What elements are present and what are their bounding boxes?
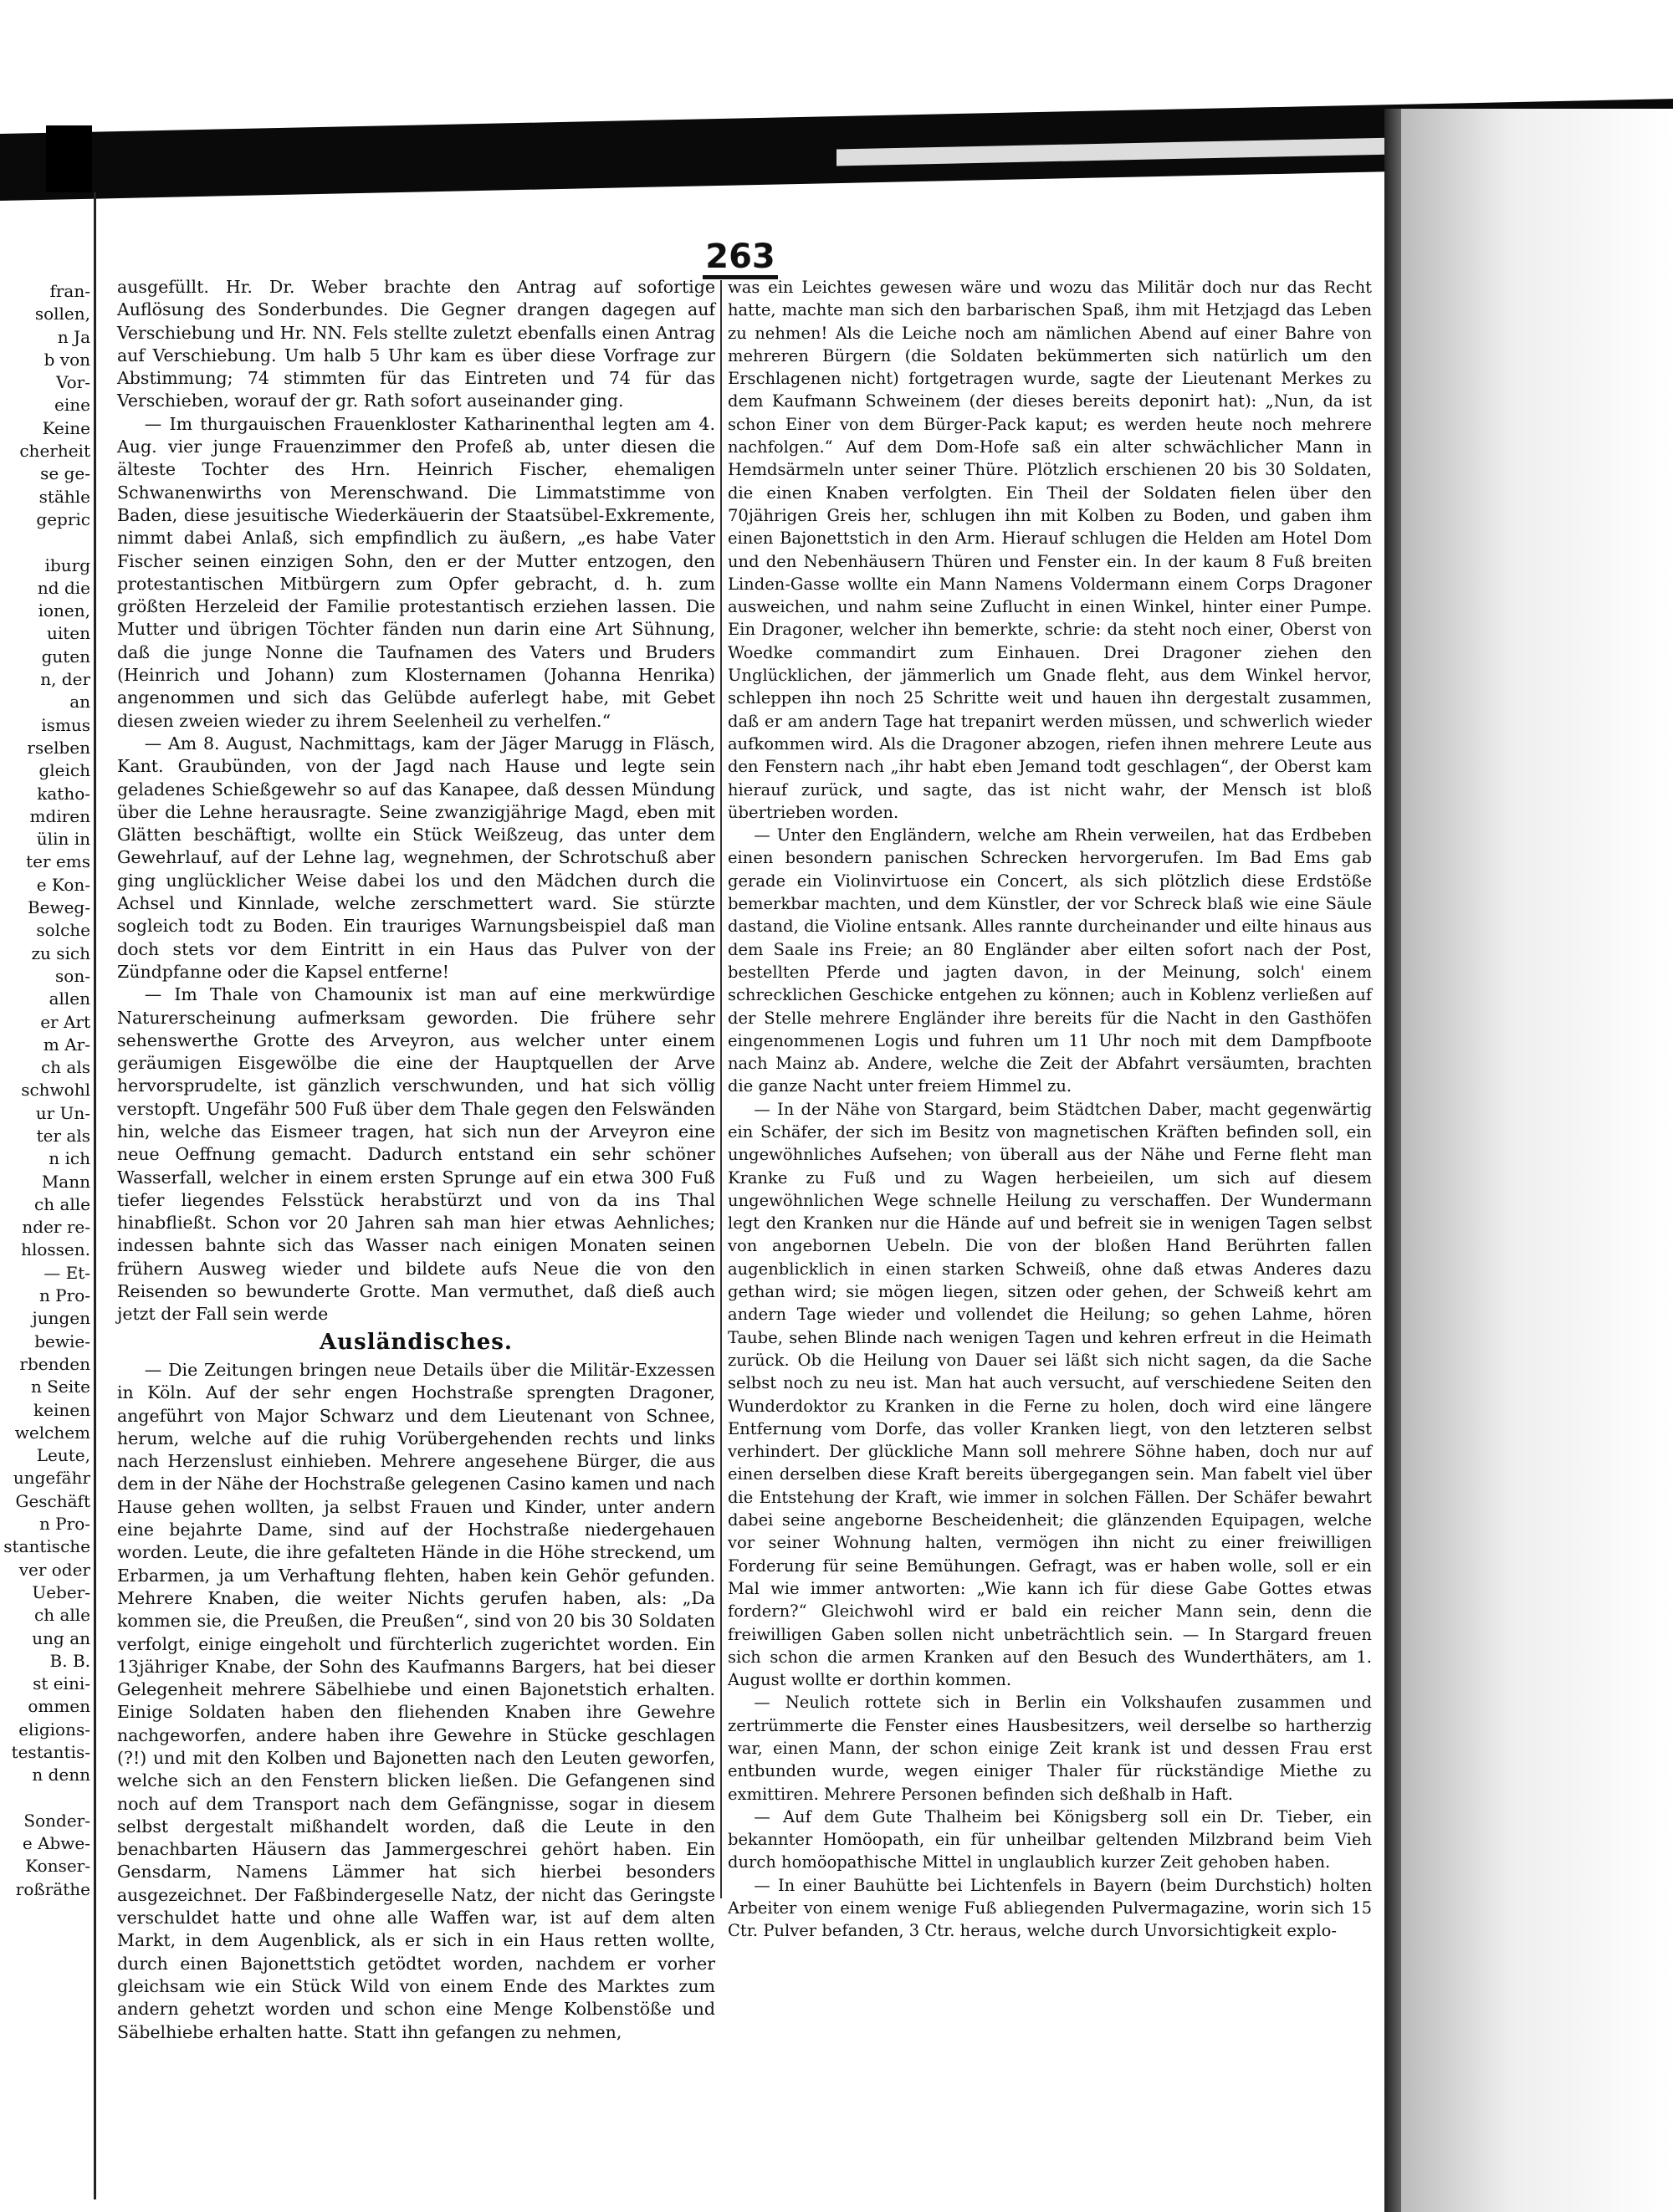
fragment-line: sollen, [34, 304, 90, 324]
fragment-line [0, 1787, 90, 1810]
fragment-line: Vor- [56, 372, 90, 393]
fragment-line: n denn [32, 1765, 90, 1785]
fragment-line: eine [54, 395, 90, 416]
fragment-line: gepric [36, 508, 90, 529]
fragment-line: ter als [36, 1125, 90, 1146]
fragment-line: ommen [28, 1696, 90, 1717]
article-paragraph: — Die Zeitungen bringen neue Details über die Militär-Exzessen in Köln. Auf der sehr engen Hochstraße sprengten Dragoner, angeführt von Major Schwarz und dem Lieutenant von Schnee, herum, welche auf die ruhig Vorübergehenden rechts und links nach Herzenslust einhieben. Mehrere angesehene Bürger, die aus dem in der Nähe der Hochstraße gelegenen Casino kamen und nach Hause gehen wollten, ja selbst Frauen und Kinder, unter andern eine bejahrte Dame, sind auf der Hochstraße niedergehauen worden. Leute, die ihre gefalteten Hände in die Höhe streckend, um Erbarmen, ja um Verhaftung flehten, haben kein Gehör gefunden. Mehrere Knaben, die weiter Nichts gerufen haben, als: „Da kommen sie, die Preußen, die Preußen“, sind von 20 bis 30 Soldaten verfolgt, einige eingeholt und fürchterlich zugerichtet worden. Ein 13jähriger Knabe, der Sohn des Kaufmanns Bargers, hat bei dieser Gelegenheit mehrere Säbelhiebe und einen Bajonetstich erhalten. Einige Soldaten haben den fliehenden Knaben ihre Gewehre nachgeworfen, andere haben ihre Gewehre in Stücke geschlagen (?!) und mit den Kolben und Bajonetten nach den Leuten geworfen, welche sich an den Fenstern blicken ließen. Die Gefangenen sind noch auf dem Transport nach dem Gefängnisse, sogar in diesem selbst dergestalt mißhandelt worden, daß die Leute in den benachbarten Häusern das Jammergeschrei gehört haben. Ein Gensdarm, Namens Lämmer hat sich hierbei besonders ausgezeichnet. Der Faßbindergeselle Natz, der nicht das Geringste verschuldet hatte und ohne alle Waffen war, ist auf dem alten Markt, in dem Augenblick, als er sich in ein Haus retten wollte, durch einen Bajonettstich getödtet worden, nachdem er vorher gleichsam wie ein Stück Wild von einem Ende des Marktes zum andern gehetzt worden und schon eine Menge Kolbenstöße und Säbelhiebe erhalten hatte. Statt ihn gefangen zu nehmen, [117, 1359, 715, 2042]
fragment-line: ter ems [26, 851, 90, 872]
fragment-line: Geschäft [15, 1490, 90, 1511]
article-paragraph: — Unter den Engländern, welche am Rhein verweilen, hat das Erdbeben einen besondern panischen Schrecken hervorgerufen. Im Bad Ems gab gerade ein Violinvirtuose ein Concert, als sich plötzlich diese Erdstöße bemerkbar machten, und dem Künstler, der vor Schreck blaß wie eine Säule dastand, die Violine entsank. Alles rannte durcheinander und eilte hinaus aus dem Saale ins Freie; an 80 Engländer aber eilten sofort nach der Post, bestellten Pferde und jagten davon, in der Meinung, solch' einem schrecklichen Geschicke entgehen zu können; auch in Koblenz verließen auf der Stelle mehrere Engländer ihre bereits für die Nacht in den Gasthöfen eingenommenen Logis und fuhren um 11 Uhr noch mit dem Dampfboote nach Mainz ab. Andere, welche die Zeit der Abfahrt versäumten, brachten die ganze Nacht unter freiem Himmel zu. [728, 825, 1372, 1096]
fragment-line: mdiren [29, 805, 90, 826]
fragment-line: eligions- [18, 1719, 90, 1739]
article-paragraph: — Am 8. August, Nachmittags, kam der Jäger Marugg in Fläsch, Kant. Graubünden, von der Jagd nach Hause und legte sein geladenes Schießgewehr so auf das Kanapee, daß dessen Mündung über die Lehne herausragte. Seine zwanzigjährige Magd, eben mit Glätten beschäftigt, wollte ein Stück Weißzeug, das unter dem Gewehrlauf, auf der Lehne lag, wegnehmen, der Schrotschuß aber ging unglücklicher Weise dabei los und den Mädchen durch die Achsel und Kinnlade, welche zerschmettert ward. Sie stürzte sogleich todt zu Boden. Ein trauriges Warnungsbeispiel daß man doch stets vor dem Eintritt in ein Haus das Pulver von der Zündpfanne oder die Kapsel entferne! [117, 733, 715, 982]
fragment-line: fran- [49, 281, 90, 301]
fragment-line: Konser- [25, 1856, 90, 1877]
fragment-line: testantis- [11, 1742, 90, 1762]
fragment-line: st eini- [33, 1673, 90, 1694]
column-divider [720, 280, 722, 1898]
fragment-line: cherheit [19, 441, 90, 462]
section-heading: Ausländisches. [319, 1329, 513, 1355]
left-column [117, 276, 715, 2044]
fragment-line: ung an [32, 1627, 90, 1648]
fragment-line: ur Un- [35, 1102, 90, 1123]
page-gutter-line [94, 192, 96, 2199]
fragment-line [0, 531, 90, 554]
fragment-line: n, der [40, 669, 90, 690]
fragment-line: rbenden [19, 1353, 90, 1374]
fragment-line: n Pro- [38, 1285, 90, 1306]
fragment-line: keinen [33, 1399, 90, 1420]
fragment-line: welchem [14, 1422, 90, 1443]
fragment-line: stähle [38, 486, 90, 507]
fragment-line: ungefähr [13, 1468, 90, 1489]
fragment-line: Leute, [36, 1445, 90, 1466]
fragment-line: e Kon- [36, 874, 90, 895]
fragment-line: ver oder [18, 1559, 90, 1580]
article-paragraph: — Im Thale von Chamounix ist man auf eine merkwürdige Naturerscheinung aufmerksam geworden. Die frühere sehr sehenswerthe Grotte des Arveyron, aus welcher unter einem geräumigen Eisgewölbe die eine der Hauptquellen der Arve hervorsprudelte, ist gänzlich verschwunden, und hat sich völlig verstopft. Ungefähr 500 Fuß über dem Thale gegen den Felswänden hin, welche das Eismeer tragen, hat sich nun der Arveyron eine neue Oeffnung gemacht. Dadurch entstand ein sehr schöner Wasserfall, welcher in einem ersten Sprunge auf ein etwa 300 Fuß tiefer liegendes Felsstück herabstürzt und von da ins Thal hinabfließt. Schon vor 20 Jahren sah man hier etwas Aehnliches; indessen bahnte sich das Wasser nach einigen Monaten seinen frühern Ausweg wieder und bildete aufs Neue die von den Reisenden so bewunderte Grotte. Man vermuthet, daß dieß auch jetzt der Fall sein werde [117, 984, 715, 1325]
article-paragraph: — Auf dem Gute Thalheim bei Königsberg soll ein Dr. Tieber, ein bekannter Homöopath, ein für unheilbar geltenden Milzbrand beim Vieh durch homöopathische Mittel in unglaublich kurzer Zeit gehoben haben. [728, 1806, 1372, 1872]
fragment-line: roßräthe [15, 1878, 90, 1899]
fragment-line: zu sich [31, 943, 90, 963]
article-paragraph: — Neulich rottete sich in Berlin ein Volkshaufen zusammen und zertrümmerte die Fenster eines Hausbesitzers, weil derselbe so hartherzig war, einen Mann, der schon einige Zeit krank ist und dessen Frau erst entbunden wurde, wegen einiger Thaler für rückständige Miethe zu exmittiren. Mehrere Personen befinden sich deßhalb in Haft. [728, 1693, 1372, 1804]
fragment-line: ch alle [34, 1193, 90, 1214]
article-paragraph: — In einer Bauhütte bei Lichtenfels in Bayern (beim Durchstich) holten Arbeiter von einem wenige Fuß abliegenden Pulvermagazine, worin sich 15 Ctr. Pulver befanden, 3 Ctr. heraus, welche durch Unvorsichtigkeit explo- [728, 1875, 1372, 1941]
right-column [728, 276, 1372, 1943]
fragment-line: ionen, [38, 600, 90, 621]
fragment-line: n Pro- [38, 1514, 90, 1535]
fragment-line: n ich [49, 1148, 90, 1169]
fragment-line: schwohl [21, 1080, 90, 1101]
fragment-line: Beweg- [27, 897, 90, 918]
fragment-line: — Et- [43, 1262, 90, 1283]
fragment-line: guten [41, 646, 90, 667]
fragment-line: nder re- [22, 1217, 90, 1238]
fragment-line: b von [43, 349, 90, 370]
scan-right-binding [1384, 109, 1401, 2212]
page-number: 263 [703, 238, 778, 279]
fragment-line: B. B. [49, 1650, 90, 1671]
previous-page-fragments [0, 280, 90, 1901]
fragment-line: jungen [32, 1308, 90, 1329]
fragment-line: rselben [27, 737, 90, 758]
fragment-line: stantische [3, 1536, 90, 1557]
fragment-line: m Ar- [43, 1034, 90, 1055]
article-paragraph: was ein Leichtes gewesen wäre und wozu das Militär doch nur das Recht hatte, machte man sich den barbarischen Spaß, ihm mit Hetzjagd das Leben zu nehmen! Als die Leiche noch am nämlichen Abend auf einer Bahre von mehreren Bürgern (die Soldaten bekümmerten sich natürlich um den Erschlagenen nicht) fortgetragen wurde, sagte der Lieutenant Merkes zu dem Kaufmann Schweinem (der dieses bereits deponirt hat): „Nun, da ist schon Einer von dem Bürger-Pack kaput; es werden heute noch mehrere nachfolgen.“ Auf dem Dom-Hofe saß ein alter schwächlicher Mann in Hemdsärmeln unter seiner Thüre. Plötzlich erschienen 20 bis 30 Soldaten, die einen Knaben verfolgten. Ein Theil der Soldaten fielen über den 70jährigen Greis her, schlugen ihn mit Kolben zu Boden, und gaben ihm einen Bajonettstich in den Arm. Hierauf schlugen die Helden am Hotel Dom und den Nebenhäusern Thüren und Fenster ein. In der kaum 8 Fuß breiten Linden-Gasse wollte ein Mann Namens Voldermann einem Corps Dragoner ausweichen, und nahm seine Zuflucht in einen Winkel, hinter einer Pumpe. Ein Dragoner, welcher ihn bemerkte, schrie: da steht noch einer, Oberst von Woedke commandirt zum Einhauen. Drei Dragoner ziehen den Unglücklichen, der jämmerlich um Gnade fleht, aus dem Winkel hervor, schleppen ihn noch 25 Schritte weit und hauen ihn dergestalt zusammen, daß er am andern Tage hat trepanirt werden müssen, und schwerlich wieder aufkommen wird. Als die Dragoner abzogen, riefen ihnen mehrere Leute aus den Fenstern nach „ihr habt eben Jemand todt geschlagen“, der Oberst kam hierauf zurück, und sagte, das ist nicht wahr, der Mensch ist bloß übertrieben worden. [728, 278, 1372, 822]
fragment-line: Mann [41, 1171, 90, 1192]
fragment-line: an [69, 692, 90, 713]
article-paragraph: — Im thurgauischen Frauenkloster Katharinenthal legten am 4. Aug. vier junge Frauenzimmer den Profeß ab, unter diesen die älteste Tochter des Hrn. Heinrich Fischer, ehemaligen Schwanenwirths von Merenschwand. Die Limmatstimme von Baden, diese jesuitische Wiederkäuerin der Staatsübel-Exkremente, nimmt dabei Anlaß, sich empfindlich zu äußern, „es habe Vater Fischer seinen einzigen Sohn, den er der Mutter entzogen, den protestantischen Mitbürgern zum Opfer gebracht, d. h. zum größten Herzeleid der Familie protestantisch erziehen lassen. Die Mutter und übrigen Töchter fänden nun darin eine Art Sühnung, daß die junge Nonne die Taufnamen des Vaters und Bruders (Heinrich und Johann) zum Klosternamen (Johanna Henrika) angenommen und sich das Gelübde auferlegt habe, mit Gebet diesen zweien wieder zu ihrem Seelenheil zu verhelfen.“ [117, 413, 715, 731]
fragment-line: uiten [46, 623, 90, 644]
fragment-line: allen [49, 989, 90, 1009]
fragment-line: nd die [37, 577, 90, 598]
fragment-line: katho- [37, 783, 90, 804]
fragment-line: Keine [42, 417, 90, 438]
fragment-line: n Ja [57, 326, 90, 347]
fragment-line: ülin in [36, 829, 90, 850]
scan-next-page-edge [1401, 109, 1673, 2212]
fragment-line: n Seite [30, 1377, 90, 1397]
article-paragraph: ausgefüllt. Hr. Dr. Weber brachte den Antrag auf sofortige Auflösung des Sonderbundes. Die Gegner drangen dagegen auf Verschiebung und Hr. NN. Fels stellte zuletzt ebenfalls einen Antrag auf Verschiebung. Um halb 5 Uhr kam es über diese Vorfrage zur Abstimmung; 74 stimmten für das Eintreten und 74 für das Verschieben, worauf der gr. Rath sofort auseinander ging. [117, 277, 715, 411]
fragment-line: son- [55, 965, 90, 986]
fragment-line: ch als [40, 1057, 90, 1078]
article-paragraph: — In der Nähe von Stargard, beim Städtchen Daber, macht gegenwärtig ein Schäfer, der sich im Besitz von magnetischen Kräften befinden soll, ein ungewöhnliches Aufsehen; von überall aus der Nähe und Ferne fleht man Kranke zu Fuß und zu Wagen herbeieilen, um sich auf diesem ungewöhnlichen Wege schnelle Heilung zu verschaffen. Der Wundermann legt den Kranken nur die Hände auf und befreit sie in wenigen Tagen selbst von angebornen Uebeln. Die von der bloßen Hand Berührten fallen augenblicklich in einen starken Schweiß, ohne daß etwas Anderes dazu gethan wird; sie mögen liegen, sitzen oder gehen, der Schweiß kehrt am andern Tage wieder und vollendet die Heilung; so gehen Lahme, hören Taube, sehen Blinde nach wenigen Tagen und kehren erfreut in die Heimath zurück. Ob die Heilung von Dauer sei läßt sich nicht sagen, da die Sache selbst noch zu neu ist. Man hat auch versucht, auf verschiedene Seiten den Wunderdoktor zu Kranken in die Ferne zu holen, doch wird eine längere Entfernung vom Dorfe, das voller Kranken liegt, von den letzteren selbst verhindert. Der glückliche Mann soll mehrere Söhne haben, doch nur auf einen derselben diese Kraft bereits übergegangen sein. Man fabelt viel über die Entstehung der Kraft, wie immer in solchen Fällen. Der Schäfer bewahrt dabei seine angeborne Bescheidenheit; die glänzenden Equipagen, welche vor seiner Wohnung halten, vermögen ihn nicht zu einer freiwilligen Forderung für seine Bemühungen. Gefragt, was er haben wolle, soll er ein Mal wie immer antworten: „Wie kann ich für diese Gabe Gottes etwas fordern?“ Gleichwohl wird er bald ein reicher Mann sein, denn die freiwilligen Gaben sollen nicht unbeträchtlich sein. — In Stargard freuen sich schon die armen Kranken auf den Besuch des Wunderthäters, am 1. August wollte er dorthin kommen. [728, 1099, 1372, 1690]
fragment-line: solche [36, 920, 90, 941]
fragment-line: er Art [40, 1011, 90, 1032]
fragment-line: hlossen. [21, 1239, 90, 1260]
fragment-line: iburg [44, 554, 90, 575]
fragment-line: bewie- [34, 1331, 90, 1351]
fragment-line: Ueber- [32, 1581, 90, 1602]
fragment-line: ismus [41, 714, 90, 735]
fragment-line: ch alle [34, 1605, 90, 1626]
fragment-line: Sonder- [23, 1810, 90, 1831]
scan-left-gutter [46, 125, 92, 192]
fragment-line: se ge- [40, 463, 90, 484]
fragment-line: e Abwe- [22, 1833, 90, 1854]
fragment-line: gleich [38, 760, 90, 781]
